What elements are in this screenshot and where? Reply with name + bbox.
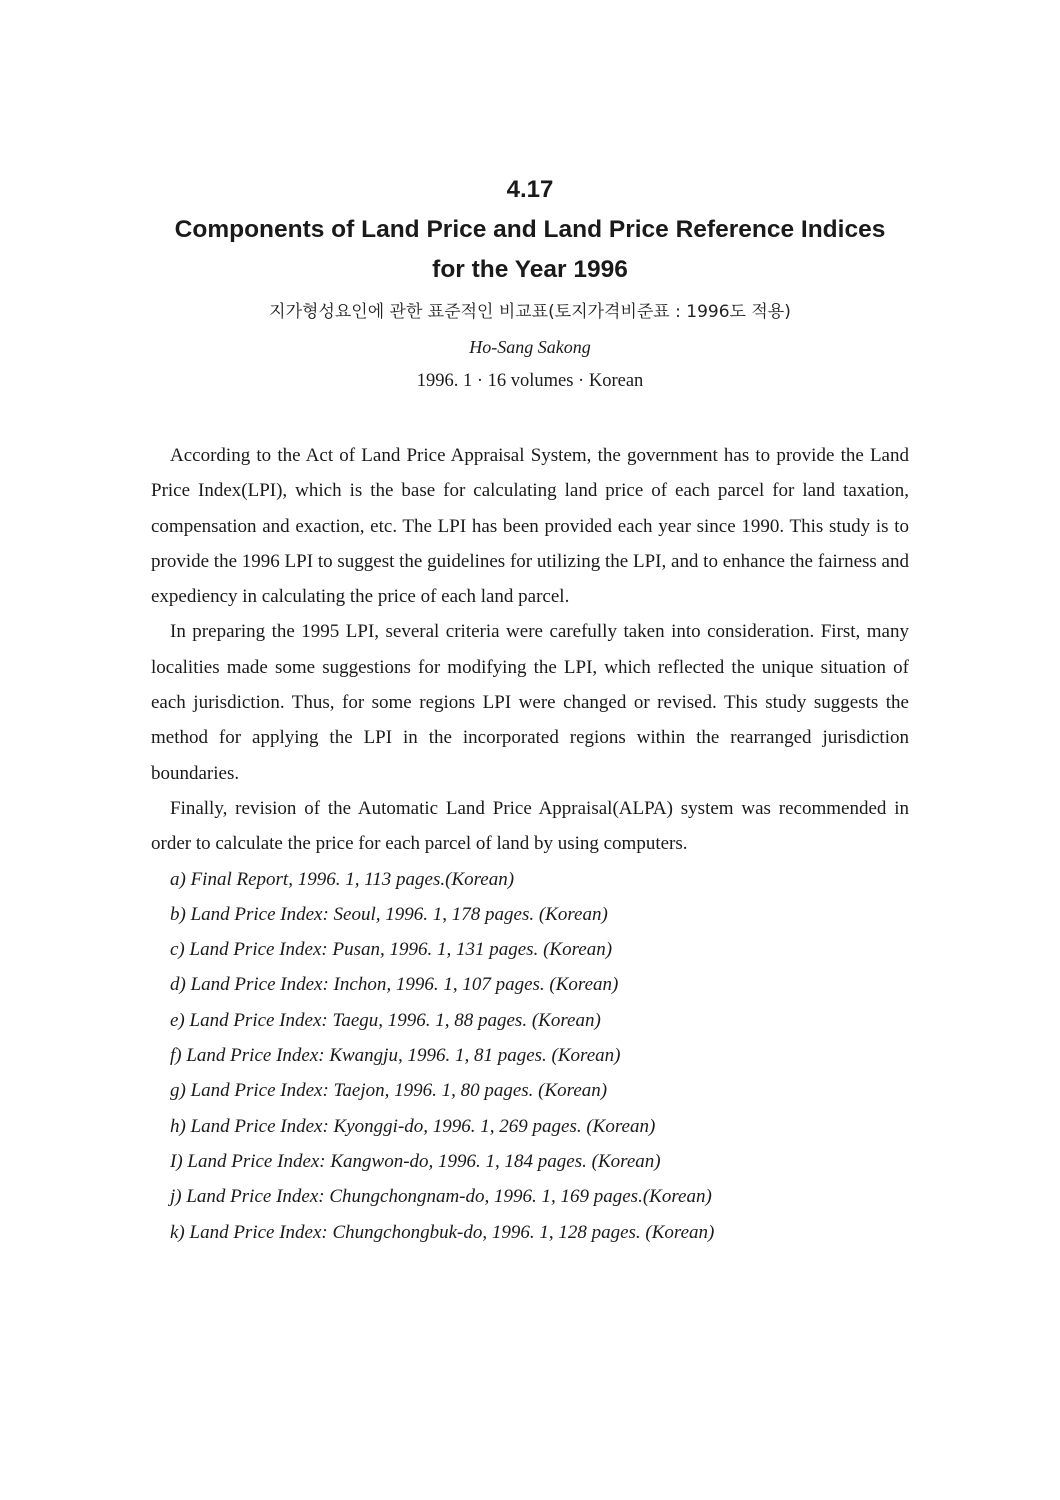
reference-item: f) Land Price Index: Kwangju, 1996. 1, 81 pages. (Korean) xyxy=(170,1045,621,1067)
reference-item: g) Land Price Index: Taejon, 1996. 1, 80 pages. (Korean) xyxy=(170,1080,608,1102)
reference-item: d) Land Price Index: Inchon, 1996. 1, 107 pages. (Korean) xyxy=(170,974,619,996)
korean-subtitle: 지가형성요인에 관한 표준적인 비교표(토지가격비준표 : 1996도 적용) xyxy=(269,302,791,322)
author: Ho-Sang Sakong xyxy=(469,337,591,357)
document-page xyxy=(151,170,909,1250)
title-line-2: for the Year 1996 xyxy=(432,256,628,283)
section-number: 4.17 xyxy=(506,176,554,203)
reference-list xyxy=(151,862,909,1250)
reference-item: b) Land Price Index: Seoul, 1996. 1, 178 pages. (Korean) xyxy=(170,903,608,925)
document-title xyxy=(151,210,909,290)
abstract-paragraph: In preparing the 1995 LPI, several criteria were carefully taken into consideration. First, many localities made some suggestions for modifying the LPI, which reflected the unique situation of each jurisdiction. Thus, for some regions LPI were changed or revised. This study suggests the method for applying the LPI in the incorporated regions within the rearranged jurisdiction boundaries. xyxy=(151,621,909,784)
abstract xyxy=(151,438,909,862)
reference-item: I) Land Price Index: Kangwon-do, 1996. 1, 184 pages. (Korean) xyxy=(170,1150,661,1172)
reference-item: k) Land Price Index: Chungchongbuk-do, 1996. 1, 128 pages. (Korean) xyxy=(170,1221,715,1243)
abstract-paragraph: Finally, revision of the Automatic Land Price Appraisal(ALPA) system was recommended in order to calculate the price for each parcel of land by using computers. xyxy=(151,797,909,855)
title-line-1: Components of Land Price and Land Price Reference Indices xyxy=(174,216,886,243)
reference-item: a) Final Report, 1996. 1, 113 pages.(Korean) xyxy=(170,868,515,890)
reference-item: h) Land Price Index: Kyonggi-do, 1996. 1, 269 pages. (Korean) xyxy=(170,1115,656,1137)
publication-info: 1996. 1 · 16 volumes · Korean xyxy=(416,371,644,391)
reference-item: c) Land Price Index: Pusan, 1996. 1, 131 pages. (Korean) xyxy=(170,939,613,961)
reference-item: j) Land Price Index: Chungchongnam-do, 1996. 1, 169 pages.(Korean) xyxy=(170,1186,712,1208)
reference-item: e) Land Price Index: Taegu, 1996. 1, 88 pages. (Korean) xyxy=(170,1009,601,1031)
abstract-paragraph: According to the Act of Land Price Appraisal System, the government has to provide the Land Price Index(LPI), which is the base for calculating land price of each parcel for land taxation, compensation and exaction, etc. The LPI has been provided each year since 1990. This study is to provide the 1996 LPI to suggest the guidelines for utilizing the LPI, and to enhance the fairness and expediency in calculating the price of each land parcel. xyxy=(151,445,909,608)
